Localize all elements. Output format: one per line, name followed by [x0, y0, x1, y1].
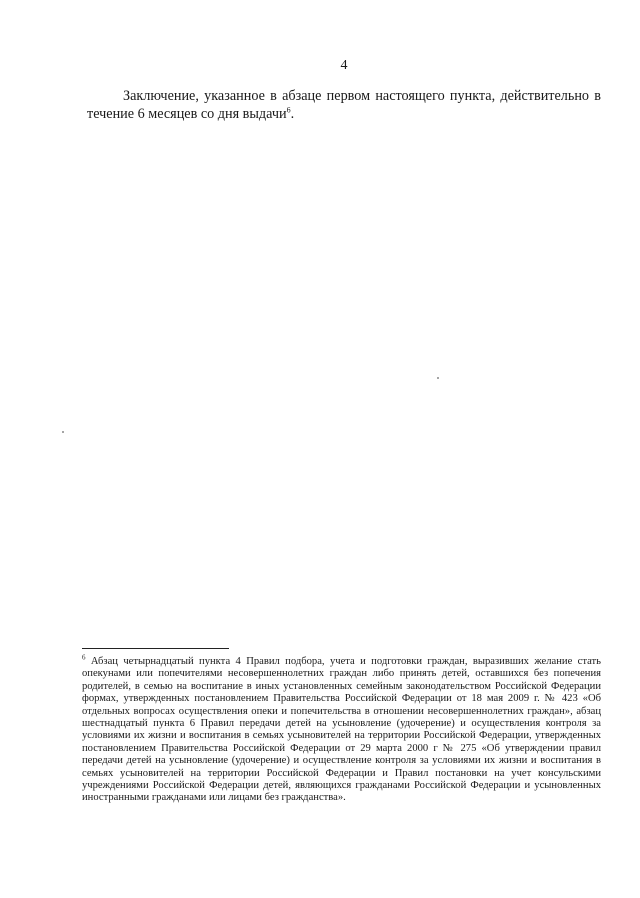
footnote-marker: 6: [82, 653, 86, 662]
scan-speck: [62, 431, 64, 433]
page-number: 4: [340, 58, 348, 73]
footnote-reference[interactable]: 6: [286, 105, 291, 115]
paragraph-end: .: [290, 106, 295, 122]
footnote: [82, 653, 601, 805]
body-paragraph: [87, 87, 601, 123]
scan-speck: [437, 377, 439, 379]
footnote-separator: [82, 648, 229, 649]
footnote-text: Абзац четырнадцатый пункта 4 Правил подбора, учета и подготовки граждан, выразивших желание стать опекунами или попечителями несовершеннолетних граждан либо принять детей, оставшихся без попечения родителей, в семью на воспитание в иных установленных семейным законодательством Российской Федерации формах, утвержденных постановлением Правительства Российской Федерации от 18 мая 2009 г. № 423 «Об отдельных вопросах осуществления опеки и попечительства в отношении несовершеннолетних граждан», абзац шестнадцатый пункта 6 Правил передачи детей на усыновление (удочерение) и осуществления контроля за условиями их жизни и воспитания в семьях усыновителей на территории Российской Федерации, утвержденных постановлением Правительства Российской Федерации от 29 марта 2000 г № 275 «Об утверждении правил передачи детей на усыновление (удочерение) и осуществление контроля за условиями их жизни и воспитания в семьях усыновителей на территории Российской Федерации и Правил постановки на учет консульскими учреждениями Российской Федерации детей, являющихся гражданами Российской Федерации и усыновленных иностранными гражданами или лицами без гражданства».: [82, 656, 601, 804]
paragraph-text: Заключение, указанное в абзаце первом настоящего пункта, действительно в течение 6 месяцев со дня выдачи: [87, 88, 601, 122]
